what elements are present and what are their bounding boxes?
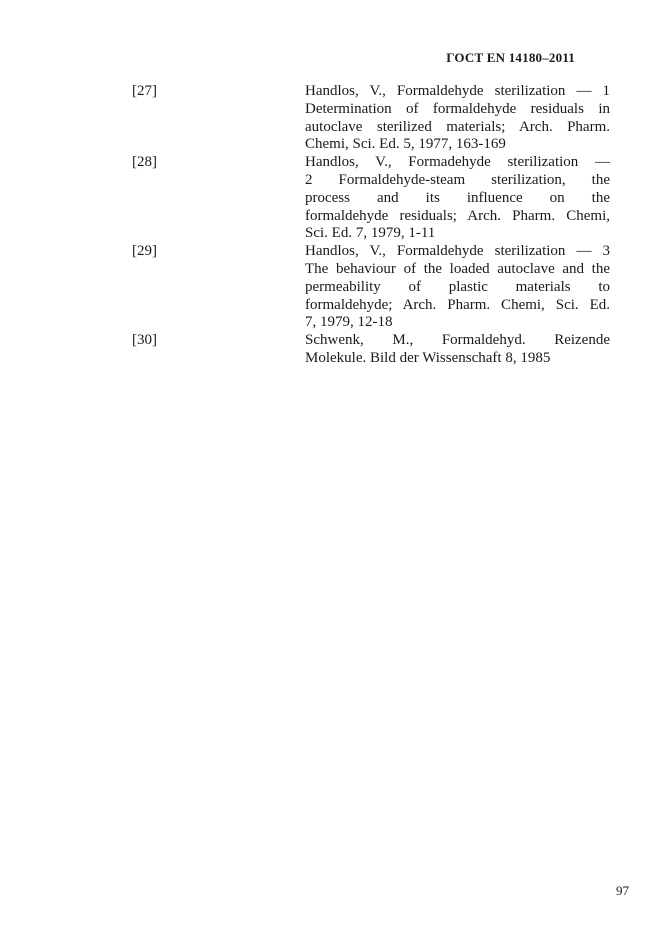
document-header: ГОСТ EN 14180–2011 — [446, 50, 575, 65]
reference-line: Determination of formaldehyde residuals in — [305, 100, 610, 117]
reference-30 — [132, 332, 610, 368]
reference-number: [28] — [132, 154, 157, 171]
reference-line: Sci. Ed. 7, 1979, 1-11 — [305, 225, 436, 242]
reference-28 — [132, 154, 610, 243]
reference-line: formaldehyde residuals; Arch. Pharm. Chemi, — [305, 207, 610, 224]
reference-text — [305, 154, 610, 243]
reference-number: [30] — [132, 332, 157, 349]
reference-number: [27] — [132, 83, 157, 99]
reference-line: 2 Formaldehyde-steam sterilization, the — [305, 171, 610, 188]
reference-line: autoclave sterilized materials; Arch. Pharm. — [305, 118, 610, 135]
reference-line: Handlos, V., Formaldehyde sterilization — 3 — [305, 243, 610, 260]
reference-number: [29] — [132, 243, 157, 260]
reference-29 — [132, 243, 610, 332]
reference-line: Schwenk, M., Formaldehyd. Reizende — [305, 332, 610, 349]
reference-text — [305, 332, 610, 368]
reference-line: process and its influence on the — [305, 189, 610, 206]
reference-text — [305, 83, 610, 154]
reference-line: Molekule. Bild der Wissenschaft 8, 1985 — [305, 349, 551, 366]
reference-line: The behaviour of the loaded autoclave and the — [305, 260, 610, 277]
reference-line: Chemi, Sci. Ed. 5, 1977, 163-169 — [305, 136, 506, 153]
reference-line: permeability of plastic materials to — [305, 278, 610, 295]
reference-text — [305, 243, 610, 332]
page-number: 97 — [616, 883, 629, 898]
reference-line: 7, 1979, 12-18 — [305, 314, 393, 331]
reference-line: Handlos, V., Formadehyde sterilization — — [305, 154, 610, 171]
reference-27 — [132, 83, 610, 154]
reference-line: Handlos, V., Formaldehyde sterilization — 1 — [305, 83, 610, 99]
reference-list — [132, 83, 610, 368]
reference-line: formaldehyde; Arch. Pharm. Chemi, Sci. Ed. — [305, 296, 610, 313]
